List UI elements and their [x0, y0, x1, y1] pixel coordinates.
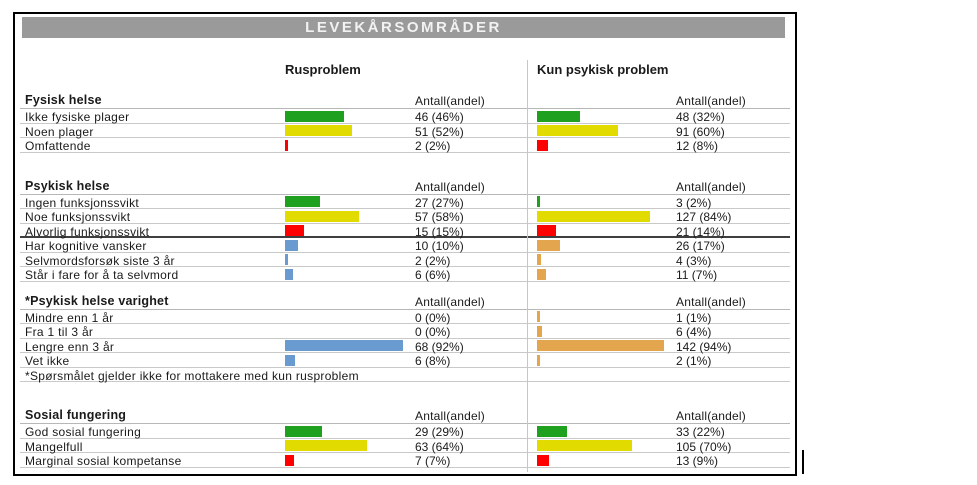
table-row: [20, 209, 790, 224]
table-row: [20, 195, 790, 210]
value-right: 13 (9%): [676, 454, 719, 468]
bar-right: [537, 326, 542, 337]
section-header: [20, 294, 790, 310]
row-label: Mindre enn 1 år: [25, 310, 114, 325]
row-label: Fra 1 til 3 år: [25, 325, 94, 339]
bar-left: [285, 269, 293, 280]
value-right: 11 (7%): [676, 268, 718, 282]
value-left: 2 (2%): [415, 253, 451, 268]
table-row: [20, 253, 790, 268]
row-label: Alvorlig funksjonssvikt: [25, 224, 150, 239]
table-row: [20, 124, 790, 139]
bar-left: [285, 240, 298, 251]
table-row: [20, 267, 790, 282]
section-title: *Psykisk helse varighet: [25, 293, 169, 308]
value-left: 27 (27%): [415, 195, 464, 210]
table-row: [20, 339, 790, 354]
bar-right: [537, 455, 549, 466]
value-right: 48 (32%): [676, 110, 725, 124]
section-header: [20, 408, 790, 424]
sections: [15, 93, 795, 468]
value-left: 0 (0%): [415, 310, 451, 325]
group-header-kun-psykisk-problem: Kun psykisk problem: [537, 62, 669, 77]
value-left: 10 (10%): [415, 239, 464, 253]
value-header-left: Antall(andel): [415, 294, 485, 309]
value-right: 1 (1%): [676, 310, 712, 325]
section-title: Sosial fungering: [25, 408, 127, 422]
section-title: Fysisk helse: [25, 93, 102, 107]
section: [20, 179, 790, 282]
value-right: 2 (1%): [676, 354, 712, 368]
value-right: 12 (8%): [676, 139, 719, 153]
bar-right: [537, 311, 540, 322]
value-right: 21 (14%): [676, 224, 725, 239]
bar-left: [285, 340, 403, 351]
row-label: Ingen funksjonssvikt: [25, 195, 140, 210]
table-row: [20, 310, 790, 325]
table-row: [20, 439, 790, 454]
value-header-right: Antall(andel): [676, 94, 746, 108]
bar-left: [285, 125, 352, 136]
table-row: [20, 224, 790, 239]
row-label: God sosial fungering: [25, 425, 142, 439]
group-headers: [20, 62, 790, 78]
value-left: 63 (64%): [415, 439, 464, 454]
value-left: 2 (2%): [415, 139, 451, 153]
row-label: Marginal sosial kompetanse: [25, 454, 182, 468]
value-left: 57 (58%): [415, 210, 464, 224]
value-right: 4 (3%): [676, 253, 712, 268]
value-left: 6 (6%): [415, 268, 451, 282]
row-label: Ikke fysiske plager: [25, 110, 130, 124]
row-label: Omfattende: [25, 139, 91, 153]
row-label: Noen plager: [25, 124, 94, 139]
section-header: [20, 93, 790, 109]
table-row: [20, 324, 790, 339]
value-left: 29 (29%): [415, 425, 464, 439]
bar-left: [285, 440, 367, 451]
value-header-right: Antall(andel): [676, 409, 746, 423]
value-left: 51 (52%): [415, 124, 464, 139]
section-header: [20, 179, 790, 195]
section-title: Psykisk helse: [25, 178, 110, 193]
bar-left: [285, 196, 320, 207]
bar-left: [285, 111, 344, 122]
bar-left: [285, 455, 294, 466]
bar-right: [537, 140, 548, 151]
value-right: 91 (60%): [676, 124, 725, 139]
section: [20, 408, 790, 468]
page-title: LEVEKÅRSOMRÅDER: [305, 19, 502, 36]
value-left: 68 (92%): [415, 339, 464, 354]
bar-right: [537, 240, 560, 251]
value-header-left: Antall(andel): [415, 179, 485, 194]
value-left: 0 (0%): [415, 325, 451, 339]
bar-left: [285, 140, 288, 151]
value-left: 15 (15%): [415, 224, 464, 239]
report-frame: [13, 12, 797, 476]
value-right: 3 (2%): [676, 195, 712, 210]
bar-right: [537, 125, 618, 136]
bar-left: [285, 355, 295, 366]
row-label: Lengre enn 3 år: [25, 339, 115, 354]
bar-right: [537, 225, 556, 236]
row-label: Står i fare for å ta selvmord: [25, 268, 179, 282]
bar-right: [537, 440, 632, 451]
table-row: [20, 109, 790, 124]
bar-right: [537, 196, 540, 207]
value-header-right: Antall(andel): [676, 179, 746, 194]
bar-left: [285, 254, 288, 265]
bar-left: [285, 426, 322, 437]
value-header-left: Antall(andel): [415, 94, 485, 108]
footnote: *Spørsmålet gjelder ikke for mottakere med kun rusproblem: [25, 368, 359, 383]
value-right: 33 (22%): [676, 425, 725, 439]
bar-right: [537, 340, 664, 351]
bar-right: [537, 111, 580, 122]
title-bar: [22, 17, 785, 38]
bar-right: [537, 254, 541, 265]
bar-right: [537, 269, 546, 280]
bar-right: [537, 355, 540, 366]
table-row: [20, 424, 790, 439]
bar-right: [537, 211, 650, 222]
value-left: 7 (7%): [415, 454, 451, 468]
row-label: Mangelfull: [25, 439, 83, 454]
value-left: 6 (8%): [415, 354, 451, 368]
column-separator: [527, 60, 528, 472]
value-right: 105 (70%): [676, 439, 732, 454]
value-right: 6 (4%): [676, 325, 712, 339]
table-row: [20, 138, 790, 153]
value-left: 46 (46%): [415, 110, 464, 124]
bar-left: [285, 211, 359, 222]
value-header-right: Antall(andel): [676, 294, 746, 309]
table-row: [20, 238, 790, 253]
section: [20, 93, 790, 153]
footnote-row: [20, 368, 790, 383]
cursor-artifact: [802, 450, 804, 474]
table-row: [20, 453, 790, 468]
value-right: 26 (17%): [676, 239, 725, 253]
value-header-left: Antall(andel): [415, 409, 485, 423]
bar-left: [285, 225, 304, 236]
value-right: 142 (94%): [676, 339, 732, 354]
row-label: Vet ikke: [25, 354, 70, 368]
table-row: [20, 353, 790, 368]
value-right: 127 (84%): [676, 210, 732, 224]
bar-right: [537, 426, 567, 437]
group-header-rusproblem: Rusproblem: [285, 62, 361, 77]
row-label: Noe funksjonssvikt: [25, 210, 131, 224]
row-label: Selvmordsforsøk siste 3 år: [25, 253, 175, 268]
section: [20, 294, 790, 383]
row-label: Har kognitive vansker: [25, 239, 147, 253]
